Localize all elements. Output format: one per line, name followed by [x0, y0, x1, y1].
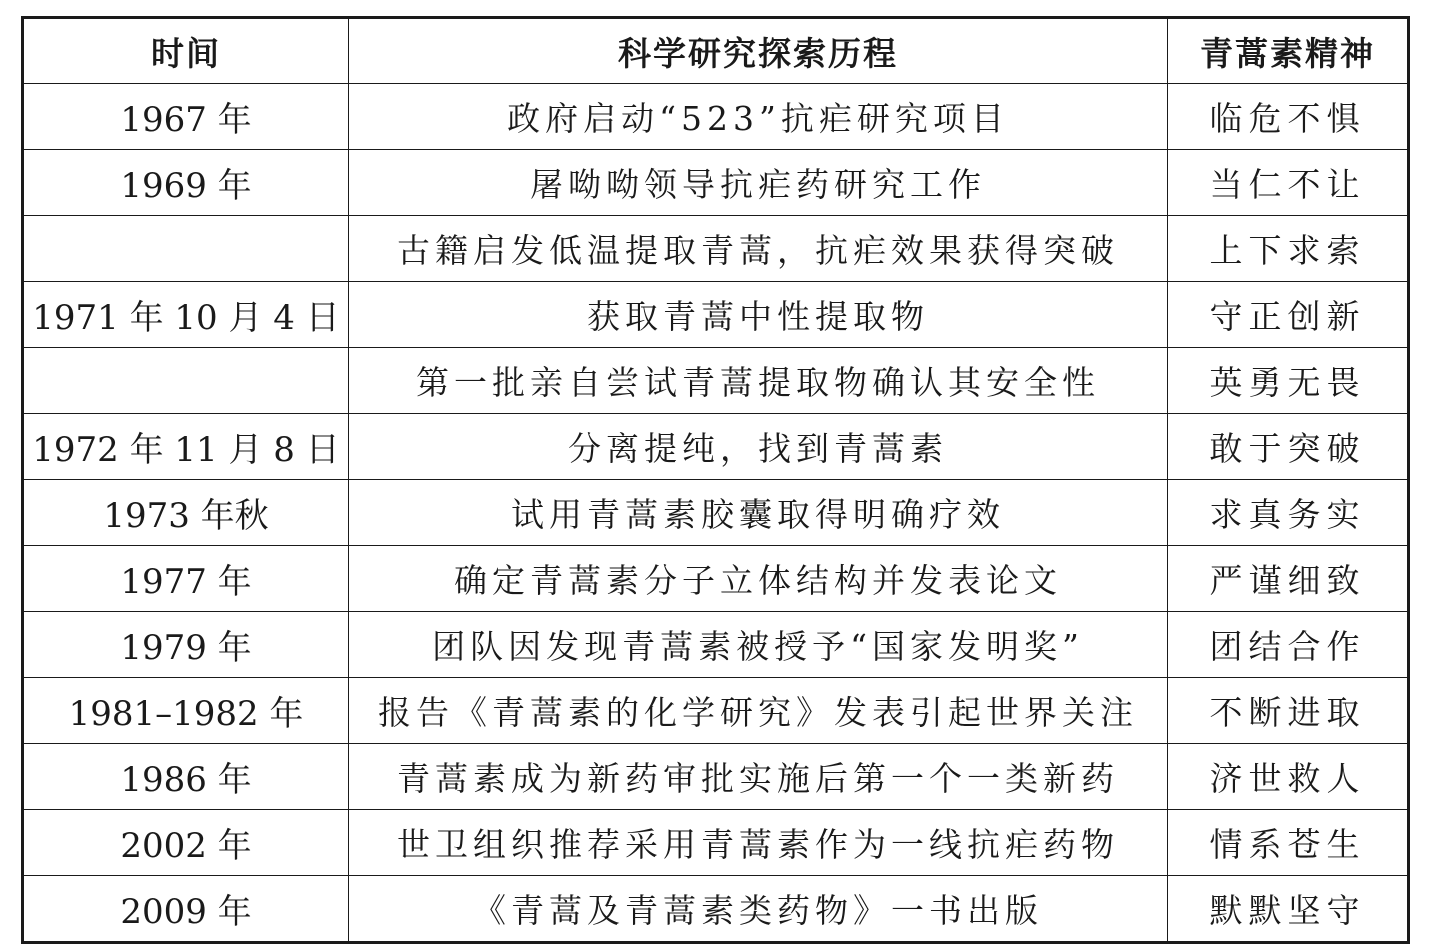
table-header-row — [23, 18, 1409, 84]
cell-history: 报告《青蒿素的化学研究》发表引起世界关注 — [349, 678, 1168, 744]
cell-time: 1981–1982 年 — [23, 678, 349, 744]
table-row — [23, 480, 1409, 546]
cell-spirit: 求真务实 — [1168, 480, 1409, 546]
cell-time: 1973 年秋 — [23, 480, 349, 546]
cell-time: 1972 年 11 月 8 日 — [23, 414, 349, 480]
table-row — [23, 150, 1409, 216]
cell-time: 1971 年 10 月 4 日 — [23, 282, 349, 348]
cell-history: 确定青蒿素分子立体结构并发表论文 — [349, 546, 1168, 612]
cell-time: 1969 年 — [23, 150, 349, 216]
table-row — [23, 546, 1409, 612]
cell-history: 试用青蒿素胶囊取得明确疗效 — [349, 480, 1168, 546]
table-row — [23, 414, 1409, 480]
cell-spirit: 济世救人 — [1168, 744, 1409, 810]
cell-history: 世卫组织推荐采用青蒿素作为一线抗疟药物 — [349, 810, 1168, 876]
cell-spirit: 临危不惧 — [1168, 84, 1409, 150]
table-row — [23, 216, 1409, 282]
cell-history: 《青蒿及青蒿素类药物》一书出版 — [349, 876, 1168, 943]
cell-history: 第一批亲自尝试青蒿提取物确认其安全性 — [349, 348, 1168, 414]
cell-time: 1986 年 — [23, 744, 349, 810]
cell-spirit: 情系苍生 — [1168, 810, 1409, 876]
cell-spirit: 团结合作 — [1168, 612, 1409, 678]
cell-history: 分离提纯，找到青蒿素 — [349, 414, 1168, 480]
table-row — [23, 810, 1409, 876]
cell-spirit: 默默坚守 — [1168, 876, 1409, 943]
cell-spirit: 敢于突破 — [1168, 414, 1409, 480]
artemisinin-history-table — [21, 16, 1410, 944]
cell-time: 1977 年 — [23, 546, 349, 612]
cell-spirit: 上下求索 — [1168, 216, 1409, 282]
cell-time — [23, 216, 349, 282]
table-row — [23, 348, 1409, 414]
cell-history: 屠呦呦领导抗疟药研究工作 — [349, 150, 1168, 216]
table-row — [23, 282, 1409, 348]
cell-time — [23, 348, 349, 414]
cell-history: 获取青蒿中性提取物 — [349, 282, 1168, 348]
cell-time: 2002 年 — [23, 810, 349, 876]
artemisinin-table-container — [21, 16, 1407, 940]
cell-spirit: 严谨细致 — [1168, 546, 1409, 612]
header-spirit: 青蒿素精神 — [1168, 18, 1409, 84]
cell-spirit: 不断进取 — [1168, 678, 1409, 744]
cell-history: 团队因发现青蒿素被授予“国家发明奖” — [349, 612, 1168, 678]
cell-time: 1967 年 — [23, 84, 349, 150]
cell-spirit: 守正创新 — [1168, 282, 1409, 348]
table-row — [23, 678, 1409, 744]
header-history: 科学研究探索历程 — [349, 18, 1168, 84]
cell-time: 1979 年 — [23, 612, 349, 678]
cell-spirit: 当仁不让 — [1168, 150, 1409, 216]
cell-history: 青蒿素成为新药审批实施后第一个一类新药 — [349, 744, 1168, 810]
cell-time: 2009 年 — [23, 876, 349, 943]
cell-spirit: 英勇无畏 — [1168, 348, 1409, 414]
table-row — [23, 744, 1409, 810]
table-row — [23, 612, 1409, 678]
table-row — [23, 84, 1409, 150]
cell-history: 政府启动“523”抗疟研究项目 — [349, 84, 1168, 150]
cell-history: 古籍启发低温提取青蒿，抗疟效果获得突破 — [349, 216, 1168, 282]
header-time: 时间 — [23, 18, 349, 84]
table-row — [23, 876, 1409, 943]
